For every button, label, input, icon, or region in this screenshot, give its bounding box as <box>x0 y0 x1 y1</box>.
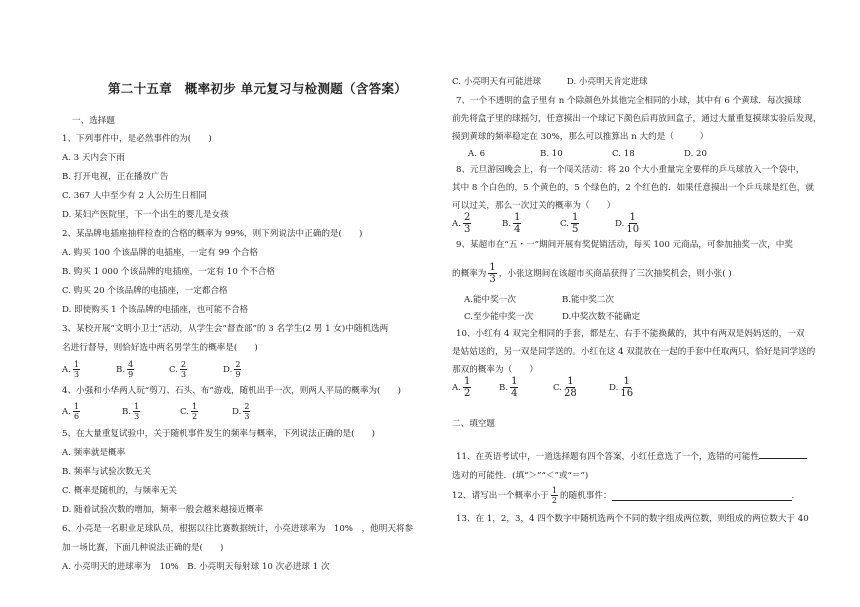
question-1: 1、下列事件中，是必然事件的为( ) <box>62 134 212 144</box>
q12-fraction: $\frac{1}{2}$ <box>551 486 557 505</box>
q7-option-d: D. 20 <box>684 149 707 159</box>
question-12: 12、请写出一个概率小于 $\frac{1}{2}$ 的随机事件： . <box>452 486 795 505</box>
question-9-line-2: 的概率为 $\frac{1}{3}$ ，小张这期间在该超市买商品获得了三次抽奖机会，则小张( ) <box>452 262 732 285</box>
q8-option-b: B. $\frac{1}{4}$ <box>502 212 521 235</box>
q8-option-c: C. $\frac{1}{5}$ <box>560 212 579 235</box>
q7-option-a: A. 6 <box>468 149 486 159</box>
question-9-line-1: 9、某超市在“五・一”期间开展有奖促销活动，每买 100 元商品，可参加抽奖一次，中奖 <box>456 240 793 250</box>
q2-option-c: C. 购买 20 个该品牌的电插座，一定都合格 <box>62 286 228 296</box>
q4-option-a: A. $\frac{1}{6}$ <box>62 402 80 421</box>
question-7-line-1: 7、一个不透明的盒子里有 n 个除颜色外其他完全相同的小球，其中有 6 个黄球．每次摸球 <box>456 96 802 106</box>
q3-option-a: A. $\frac{1}{3}$ <box>62 360 80 379</box>
document-title: 第二十五章 概率初步 单元复习与检测题（含答案） <box>108 81 408 96</box>
q10-options <box>452 376 635 399</box>
question-4: 4、小强和小华两人玩“剪刀、石头、布”游戏，随机出手一次，则两人平局的概率为( ) <box>62 386 401 396</box>
question-10-line-1: 10、小红有 4 双完全相同的手套，都是左、右手不能换戴的，其中有两双是妈妈送的，一双 <box>456 329 805 339</box>
q12-answer-blank[interactable] <box>612 490 792 501</box>
q9-option-a: A.能中奖一次 <box>464 295 516 305</box>
question-2: 2、某品牌电插座抽样检查的合格的概率为 99%，则下列说法中正确的是( ) <box>62 229 363 239</box>
q7-options <box>468 149 707 159</box>
q6-options-cd: C. 小亮明天有可能进球 D. 小亮明天肯定进球 <box>452 77 648 87</box>
section-heading-fill: 二、填空题 <box>452 419 495 429</box>
question-11-line-1: 11、在英语考试中，一道选择题有四个答案，小红任意选了一个，选错的可能性 <box>456 451 807 463</box>
q4-option-b: B. $\frac{1}{3}$ <box>122 402 140 421</box>
question-8-line-2: 其中 8 个白色的，5 个黄色的，5 个绿色的，2 个红色的．如果任意摸出一个乒乓球是红色，就 <box>452 183 815 193</box>
q2-option-a: A. 购买 100 个该品牌的电插座，一定有 99 个合格 <box>62 248 259 258</box>
q8-option-d: D. $\frac{1}{10}$ <box>615 212 640 235</box>
q5-option-c: C. 概率是随机的，与频率无关 <box>62 486 177 496</box>
q3-option-d: D. $\frac{2}{9}$ <box>223 360 241 379</box>
question-3-line-1: 3、某校开展“文明小卫士”活动，从学生会“督查部”的 3 名学生(2 男 1 女)中随机选两 <box>62 324 389 334</box>
question-8-line-3: 可以过关，那么一次过关的概率为（ ） <box>452 201 616 211</box>
q10-option-d: D. $\frac{1}{16}$ <box>609 376 634 399</box>
q7-option-b: B. 10 <box>540 149 563 159</box>
q5-option-b: B. 频率与试验次数无关 <box>62 467 152 477</box>
q4-option-c: C. $\frac{1}{2}$ <box>180 402 198 421</box>
question-6-line-2: 加一场比赛，下面几种说法正确的是( ) <box>62 543 224 553</box>
q7-option-c: C. 18 <box>612 149 635 159</box>
q2-option-d: D. 即使购买 1 个该品牌的电插座，也可能不合格 <box>62 305 249 315</box>
q1-option-b: B. 打开电视，正在播放广告 <box>62 172 169 182</box>
q10-option-a: A. $\frac{1}{2}$ <box>452 376 471 399</box>
q5-option-d: D. 随着试验次数的增加，频率一般会越来越接近概率 <box>62 505 264 515</box>
q4-options <box>62 402 252 421</box>
question-8-line-1: 8、元旦游园晚会上，有一个闯关活动：将 20 个大小重量完全要样的乒乓球放入一个袋中， <box>456 165 805 175</box>
q9-option-d: D.中奖次数不能确定 <box>562 312 641 322</box>
q3-options <box>62 360 243 379</box>
q1-option-a: A. 3 天内会下雨 <box>62 153 125 163</box>
q9-option-b: B.能中奖二次 <box>562 295 615 305</box>
q6-options-ab: A. 小亮明天的进球率为 10% B. 小亮明天每射球 10 次必进球 1 次 <box>62 562 330 572</box>
question-3-line-2: 名进行督导，则恰好选中两名男学生的概率是( ) <box>62 343 258 353</box>
q3-option-c: C. $\frac{2}{3}$ <box>169 360 187 379</box>
question-10-line-2: 是姑姑送的，另一双是同学送的。小红在这 4 双混放在一起的手套中任取两只，恰好是同学送的 <box>452 347 816 357</box>
section-heading-choice: 一、选择题 <box>72 116 115 126</box>
q1-option-d: D. 某妇产医院里，下一个出生的婴儿是女孩 <box>62 210 229 220</box>
q2-option-b: B. 购买 1 000 个该品牌的电插座，一定有 10 个不合格 <box>62 267 275 277</box>
q4-option-d: D. $\frac{2}{3}$ <box>232 402 250 421</box>
q3-option-b: B. $\frac{4}{9}$ <box>116 360 134 379</box>
q8-option-a: A. $\frac{2}{3}$ <box>452 212 471 235</box>
q10-option-c: C. $\frac{1}{28}$ <box>553 376 577 399</box>
question-7-line-3: 摸到黄球的频率稳定在 30%，那么可以推算出 n 大约是（ ） <box>452 132 709 142</box>
question-11-line-2: 选对的可能性．(填“＞”“＜”或“＝”) <box>452 471 589 481</box>
q9-option-c: C.至少能中奖一次 <box>464 312 534 322</box>
q9-fraction: $\frac{1}{3}$ <box>489 262 496 285</box>
question-7-line-2: 前先将盒子里的球摇匀，任意摸出一个球记下颜色后再放回盒子，通过大量重复摸球实验后发现， <box>452 114 822 124</box>
q10-option-b: B. $\frac{1}{4}$ <box>499 376 518 399</box>
question-13: 13、在 1，2，3，4 四个数字中随机选两个不同的数字组成两位数，则组成的两位数大于 40 <box>456 514 809 524</box>
q8-options <box>452 212 641 235</box>
question-5: 5、在大量重复试验中，关于随机事件发生的频率与概率，下列说法正确的是( ) <box>62 429 375 439</box>
q1-option-c: C. 367 人中至少有 2 人公历生日相同 <box>62 191 207 201</box>
q5-option-a: A. 频率就是概率 <box>62 448 126 458</box>
question-10-line-3: 那双的概率为（ ） <box>452 365 538 375</box>
q11-answer-blank[interactable] <box>759 458 807 459</box>
question-6-line-1: 6、小亮是一名职业足球队员，根据以往比赛数据统计，小亮进球率为 10% ，他明天将参 <box>62 524 414 534</box>
